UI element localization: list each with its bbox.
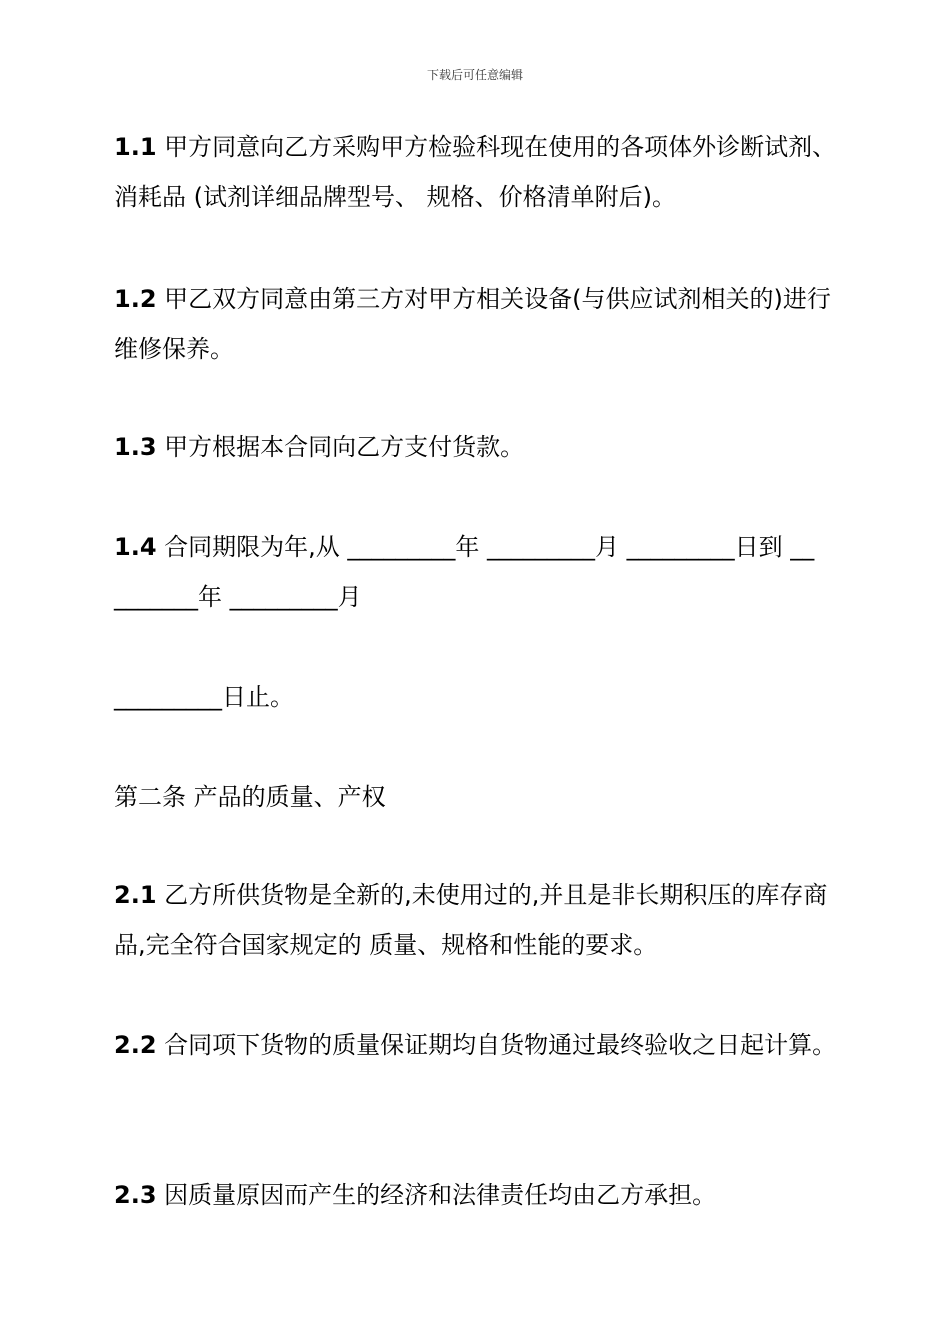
clause-1-4 — [114, 522, 842, 572]
clause-1-3 — [114, 422, 842, 472]
clause-2-3 — [114, 1170, 842, 1220]
clause-1-4-continued — [114, 572, 842, 622]
clause-number: 1.2 — [114, 285, 157, 313]
clause-1-2 — [114, 274, 842, 374]
clause-number: 1.4 — [114, 533, 157, 561]
clause-number: 2.3 — [114, 1181, 157, 1209]
clause-text: 合同项下货物的质量保证期均自货物通过最终验收之日起计算。 — [156, 1031, 837, 1059]
clause-number: 2.1 — [114, 881, 157, 909]
clause-text: _______年 _________月 — [114, 583, 362, 611]
clause-text: 因质量原因而产生的经济和法律责任均由乙方承担。 — [156, 1181, 717, 1209]
clause-2-2 — [114, 1020, 842, 1070]
clause-text: 乙方所供货物是全新的,未使用过的,并且是非长期积压的库存商品,完全符合国家规定的 质量、规格和性能的要求。 — [114, 881, 828, 959]
clause-number: 2.2 — [114, 1031, 157, 1059]
clause-text: 甲乙双方同意由第三方对甲方相关设备(与供应试剂相关的)进行维修保养。 — [114, 285, 831, 363]
clause-2-1 — [114, 870, 842, 970]
clause-1-1 — [114, 122, 842, 222]
clause-text: 甲方根据本合同向乙方支付货款。 — [156, 433, 525, 461]
clause-number: 1.1 — [114, 133, 157, 161]
clause-text: 甲方同意向乙方采购甲方检验科现在使用的各项体外诊断试剂、 消耗品 (试剂详细品牌型号、 规格、价格清单附后)。 — [114, 133, 837, 211]
page-header: 下载后可任意编辑 — [426, 68, 523, 82]
article-2-heading — [114, 772, 842, 822]
clause-text: 合同期限为年,从 _________年 _________月 _________日到 __ — [156, 533, 815, 561]
clause-1-4-end — [114, 672, 842, 722]
clause-text: _________日止。 — [114, 683, 294, 711]
clause-number: 1.3 — [114, 433, 157, 461]
article-heading-text: 第二条 产品的质量、产权 — [114, 783, 386, 811]
